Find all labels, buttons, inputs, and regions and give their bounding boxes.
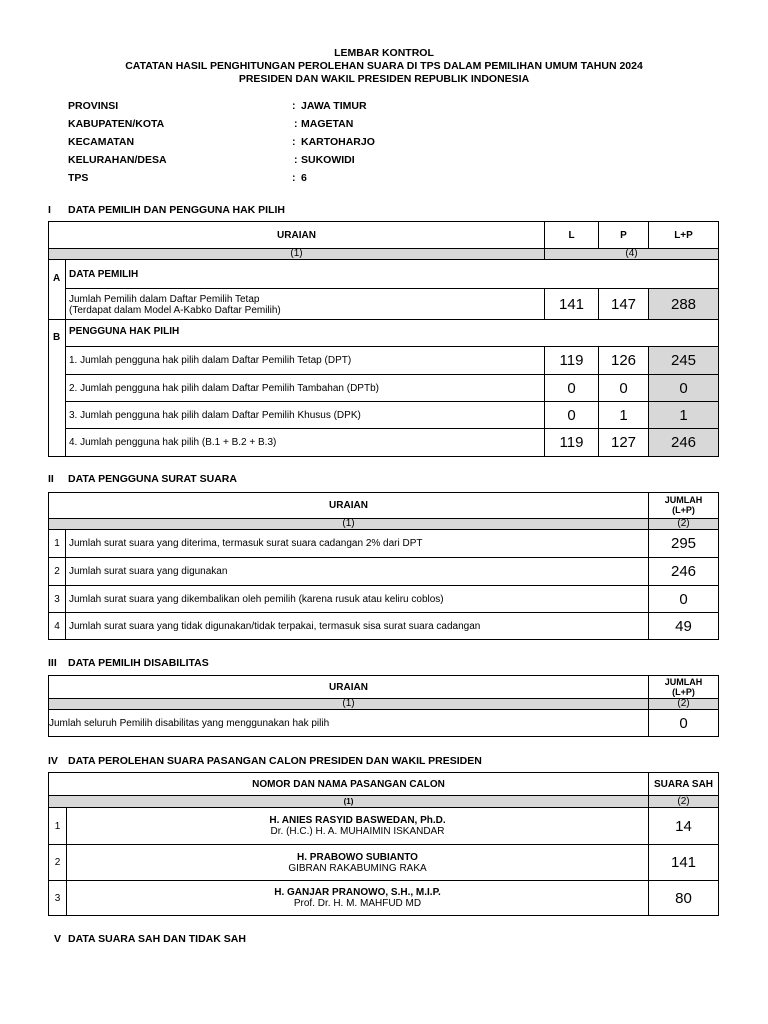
value-lp: 0	[648, 374, 719, 402]
row-label: Jumlah Pemilih dalam Daftar Pemilih Tetap	[69, 294, 260, 305]
column-number: (2)	[648, 518, 719, 530]
column-number: (2)	[648, 795, 719, 808]
candidate-pair	[66, 880, 649, 916]
row-label: 4. Jumlah pengguna hak pilih (B.1 + B.2 + B.3)	[65, 428, 545, 457]
tps-label: TPS	[68, 172, 89, 184]
value-lp: 288	[648, 288, 719, 320]
tps-value: 6	[301, 172, 307, 184]
value-l: 119	[544, 346, 599, 375]
kabupaten-label: KABUPATEN/KOTA	[68, 118, 165, 130]
header-p: P	[598, 221, 649, 249]
value-lp: 1	[648, 401, 719, 429]
row-label: 3. Jumlah pengguna hak pilih dalam Daftar Pemilih Khusus (DPK)	[65, 401, 545, 429]
row-value: 295	[648, 529, 719, 558]
vote-count: 14	[648, 807, 719, 845]
value-p: 127	[598, 428, 649, 457]
header-uraian: URAIAN	[48, 492, 649, 519]
value-l: 119	[544, 428, 599, 457]
value-l: 0	[544, 401, 599, 429]
row-label: Jumlah surat suara yang dikembalikan oleh pemilih (karena rusuk atau keliru coblos)	[65, 585, 649, 613]
row-label: Jumlah surat suara yang tidak digunakan/tidak terpakai, termasuk sisa surat suara cadangan	[65, 612, 649, 640]
row-letter-cell	[48, 319, 66, 457]
row-label: 1. Jumlah pengguna hak pilih dalam Daftar Pemilih Tetap (DPT)	[65, 346, 545, 375]
section-number: III	[48, 657, 57, 669]
section-1-title	[48, 204, 285, 216]
vote-count: 141	[648, 844, 719, 881]
vice-president-name: Prof. Dr. H. M. MAHFUD MD	[293, 898, 422, 909]
column-number: (4)	[544, 248, 719, 260]
row-letter-cell	[48, 259, 66, 320]
header-jumlah	[648, 675, 719, 699]
column-number: (1)	[48, 518, 649, 530]
candidate-number: 2	[48, 844, 67, 881]
candidate-pair	[66, 844, 649, 881]
kecamatan-value: KARTOHARJO	[301, 136, 375, 148]
header-uraian: URAIAN	[48, 675, 649, 699]
kabupaten-value: MAGETAN	[301, 118, 354, 130]
colon: :	[292, 100, 296, 112]
section-a-title: DATA PEMILIH	[65, 259, 719, 289]
table-row	[65, 288, 545, 320]
vice-president-name: Dr. (H.C.) H. A. MUHAIMIN ISKANDAR	[270, 826, 445, 837]
section-number: IV	[48, 755, 58, 767]
section-title-text: DATA PEROLEHAN SUARA PASANGAN CALON PRESIDEN DAN WAKIL PRESIDEN	[68, 755, 482, 767]
section-title-text: DATA PENGGUNA SURAT SUARA	[68, 473, 237, 485]
row-label-note: (Terdapat dalam Model A-Kabko Daftar Pemilih)	[69, 305, 281, 316]
value-lp: 245	[648, 346, 719, 375]
value-p: 0	[598, 374, 649, 402]
section-number: V	[54, 933, 62, 945]
value-p: 1	[598, 401, 649, 429]
section-2-title	[48, 473, 237, 485]
section-5-title	[54, 933, 246, 945]
value-l: 141	[544, 288, 599, 320]
section-number: I	[48, 204, 51, 216]
header-jumlah-line2: (L+P)	[672, 687, 695, 697]
header-l: L	[544, 221, 599, 249]
president-name: H. ANIES RASYID BASWEDAN, Ph.D.	[269, 815, 446, 826]
column-number: (1)	[48, 795, 649, 808]
header-nama: NOMOR DAN NAMA PASANGAN CALON	[48, 772, 649, 796]
candidate-number: 1	[48, 807, 67, 845]
header-suara-sah: SUARA SAH	[648, 772, 719, 796]
kelurahan-value: SUKOWIDI	[301, 154, 355, 166]
section-title-text: DATA PEMILIH DISABILITAS	[68, 657, 209, 669]
row-label: Jumlah surat suara yang digunakan	[65, 557, 649, 586]
section-b-title: PENGGUNA HAK PILIH	[65, 319, 719, 347]
row-letter: A	[53, 273, 61, 284]
section-3-title	[48, 657, 209, 669]
row-letter: B	[53, 332, 61, 343]
section-title-text: DATA PEMILIH DAN PENGGUNA HAK PILIH	[68, 204, 285, 216]
row-number: 3	[48, 585, 66, 613]
president-name: H. GANJAR PRANOWO, S.H., M.I.P.	[274, 887, 441, 898]
colon: :	[292, 172, 296, 184]
vice-president-name: GIBRAN RAKABUMING RAKA	[288, 863, 427, 874]
header-jumlah-line1: JUMLAH	[664, 677, 703, 687]
president-name: H. PRABOWO SUBIANTO	[297, 852, 418, 863]
candidate-number: 3	[48, 880, 67, 916]
column-number: (2)	[648, 698, 719, 710]
section-number: II	[48, 473, 54, 485]
colon: :	[294, 154, 298, 166]
header-jumlah-line2: (L+P)	[672, 505, 695, 515]
kecamatan-label: KECAMATAN	[68, 136, 135, 148]
column-number: (1)	[48, 698, 649, 710]
doc-subtitle: CATATAN HASIL PENGHITUNGAN PEROLEHAN SUARA DI TPS DALAM PEMILIHAN UMUM TAHUN 2024	[125, 60, 643, 72]
provinsi-value: JAWA TIMUR	[301, 100, 367, 112]
row-number: 2	[48, 557, 66, 586]
kelurahan-label: KELURAHAN/DESA	[68, 154, 167, 166]
colon: :	[294, 118, 298, 130]
row-number: 4	[48, 612, 66, 640]
vote-count: 80	[648, 880, 719, 916]
row-value: 0	[648, 709, 719, 737]
header-jumlah	[648, 492, 719, 519]
value-lp: 246	[648, 428, 719, 457]
column-number: (1)	[48, 248, 545, 260]
doc-subtitle-2: PRESIDEN DAN WAKIL PRESIDEN REPUBLIK INDONESIA	[238, 73, 530, 85]
header-uraian: URAIAN	[48, 221, 545, 249]
value-p: 147	[598, 288, 649, 320]
section-title-text: DATA SUARA SAH DAN TIDAK SAH	[68, 933, 246, 945]
row-label: Jumlah seluruh Pemilih disabilitas yang menggunakan hak pilih	[48, 709, 649, 737]
row-value: 49	[648, 612, 719, 640]
header-lp: L+P	[648, 221, 719, 249]
value-l: 0	[544, 374, 599, 402]
row-label: Jumlah surat suara yang diterima, termasuk surat suara cadangan 2% dari DPT	[65, 529, 649, 558]
doc-title: LEMBAR KONTROL	[334, 47, 434, 59]
row-value: 246	[648, 557, 719, 586]
provinsi-label: PROVINSI	[68, 100, 119, 112]
row-number: 1	[48, 529, 66, 558]
section-4-title	[48, 755, 482, 767]
value-p: 126	[598, 346, 649, 375]
candidate-pair	[66, 807, 649, 845]
colon: :	[292, 136, 296, 148]
header-jumlah-line1: JUMLAH	[664, 495, 703, 505]
row-value: 0	[648, 585, 719, 613]
row-label: 2. Jumlah pengguna hak pilih dalam Daftar Pemilih Tambahan (DPTb)	[65, 374, 545, 402]
